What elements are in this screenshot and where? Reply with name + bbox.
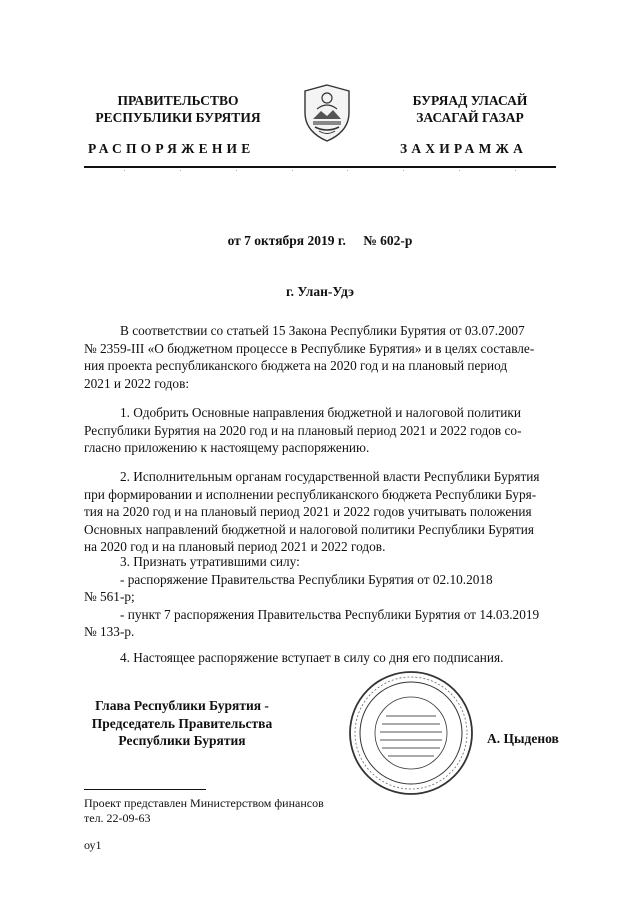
header-right-line1: БУРЯАД УЛАСАЙ [412, 93, 528, 108]
item-line: № 561-р; [84, 589, 135, 604]
coat-of-arms-icon [301, 83, 353, 143]
item-line: Основных направлений бюджетной и налоговой политики Республики Бурятия [84, 521, 534, 537]
preamble-line: № 2359-III «О бюджетном процессе в Республике Бурятия» и в целях составле- [84, 340, 535, 356]
position-line: Председатель Правительства [91, 715, 273, 731]
header-left-line1: ПРАВИТЕЛЬСТВО [117, 93, 239, 108]
item-line: 1. Одобрить Основные направления бюджетной и налоговой политики [120, 405, 521, 420]
document-number: № 602-р [363, 233, 413, 248]
footer-line: Проект представлен Министерством финансов [84, 796, 324, 810]
header-divider [84, 166, 556, 168]
signatory-name: А. Цыденов [487, 731, 559, 746]
item-line: № 133-р. [84, 624, 135, 639]
preamble [84, 322, 544, 392]
preamble-line: 2021 и 2022 годов: [84, 375, 190, 391]
item-line: Республики Бурятия на 2020 год и на плановый период 2021 и 2022 годов со- [84, 422, 522, 438]
footer-code: оу1 [84, 838, 102, 852]
position-line: Республики Бурятия [118, 733, 246, 748]
position-line: Глава Республики Бурятия - [95, 698, 269, 713]
header-left [78, 92, 278, 126]
doc-type-right: ЗАХИРАМЖА [400, 141, 528, 156]
item-line: на 2020 год и на плановый период 2021 и 2022 годов. [84, 539, 386, 554]
date-line [84, 233, 556, 249]
item-2 [84, 468, 544, 556]
item-line: - пункт 7 распоряжения Правительства Республики Бурятия от 14.03.2019 [120, 606, 540, 622]
preamble-line: ния проекта республиканского бюджета на 2020 год и на плановый период [84, 358, 508, 373]
official-stamp [346, 668, 476, 798]
signatory-position [84, 697, 280, 750]
header-dots [84, 170, 556, 178]
item-line: 3. Признать утратившими силу: [120, 554, 300, 569]
item-line: гласно приложению к настоящему распоряжению. [84, 440, 370, 455]
item-line: 2. Исполнительным органам государственной власти Республики Бурятия [120, 469, 540, 484]
city: г. Улан-Удэ [286, 284, 354, 299]
header-left-line2: РЕСПУБЛИКИ БУРЯТИЯ [95, 110, 261, 125]
preamble-line: В соответствии со статьей 15 Закона Республики Бурятия от 03.07.2007 [120, 323, 525, 338]
item-3 [84, 553, 544, 641]
header-right [385, 92, 555, 126]
footer-divider [84, 789, 206, 790]
item-line: 4. Настоящее распоряжение вступает в силу со дня его подписания. [120, 650, 504, 665]
header-right-line2: ЗАСАГАЙ ГАЗАР [416, 110, 524, 125]
item-line: - распоряжение Правительства Республики Бурятия от 02.10.2018 [120, 571, 493, 587]
footer-note [84, 796, 324, 826]
document-date: от 7 октября 2019 г. [227, 233, 346, 248]
item-4 [84, 649, 544, 667]
item-line: при формировании и исполнении республиканского бюджета Республики Буря- [84, 486, 537, 502]
doc-type-left: РАСПОРЯЖЕНИЕ [88, 141, 255, 156]
footer-phone: тел. 22-09-63 [84, 811, 151, 825]
item-line: тия на 2020 год и на плановый период 2021 и 2022 годов учитывать положения [84, 504, 532, 519]
item-1 [84, 404, 544, 457]
